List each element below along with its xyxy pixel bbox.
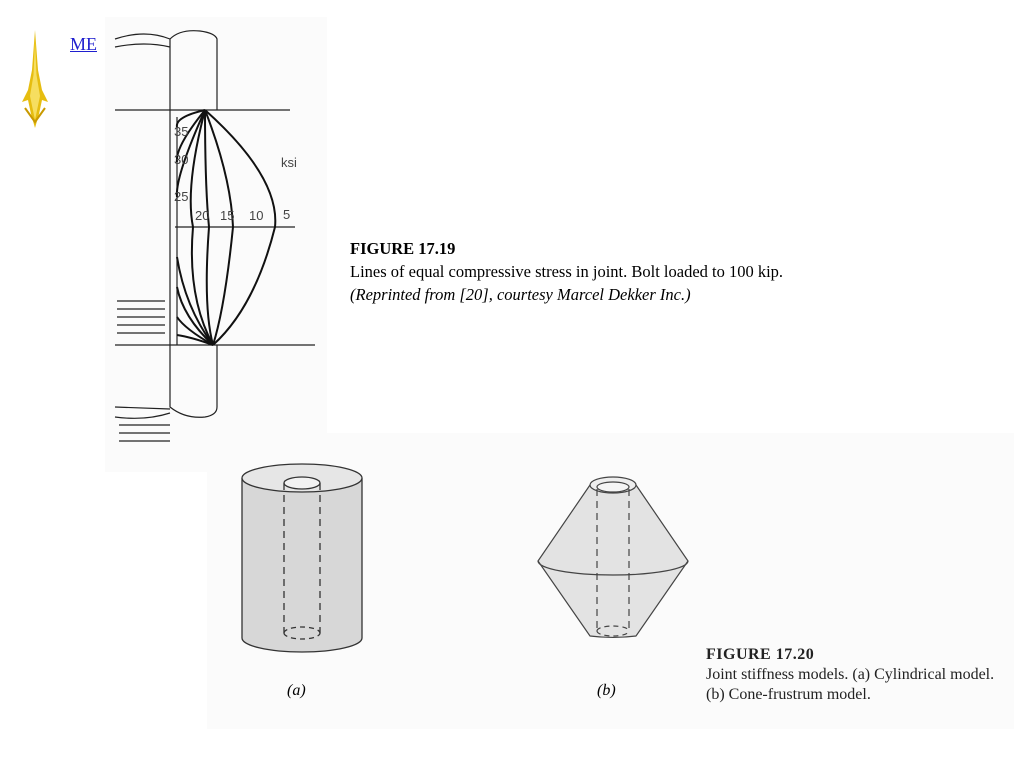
model-a-label: (a)	[287, 682, 306, 699]
figure-17-19-title: FIGURE 17.19	[350, 239, 456, 258]
stress-label-30: 30	[174, 152, 189, 167]
figure-17-20-body: Joint stiffness models. (a) Cylindrical model. (b) Cone-frustrum model.	[706, 666, 995, 703]
figure-17-20-caption	[706, 645, 1006, 705]
figure-17-19-body: Lines of equal compressive stress in joint. Bolt loaded to 100 kip.	[350, 262, 784, 281]
cone-frustum-model	[538, 477, 688, 637]
stress-label-20: 20	[195, 208, 210, 223]
stress-label-25: 25	[174, 189, 189, 204]
flame-crest-icon	[22, 30, 48, 128]
cylinder-model	[242, 464, 362, 652]
stress-label-10: 10	[249, 208, 264, 223]
stress-label-15: 15	[220, 208, 235, 223]
stress-lines-figure	[105, 17, 327, 472]
figure-17-19-credit: (Reprinted from [20], courtesy Marcel Dekker Inc.)	[350, 285, 691, 304]
me-nav-link[interactable]: ME	[70, 34, 97, 54]
figure-17-20-title: FIGURE 17.20	[706, 646, 815, 663]
figure-17-19-caption	[350, 237, 820, 306]
stress-label-5: 5	[283, 207, 291, 222]
stress-label-35: 35	[174, 124, 189, 139]
stress-unit-label: ksi	[281, 155, 297, 170]
model-b-label: (b)	[597, 682, 616, 699]
